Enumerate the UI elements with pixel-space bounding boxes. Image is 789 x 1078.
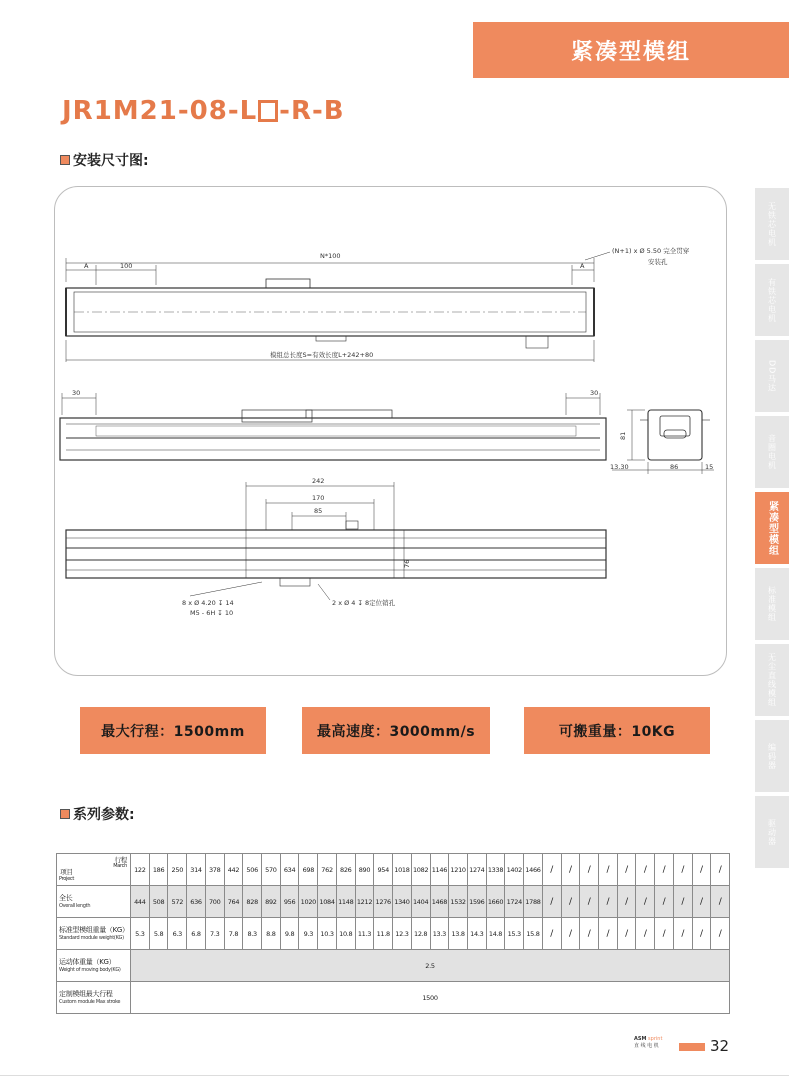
module-weight-cell: 9.8 [280, 918, 299, 950]
stroke-cell: / [598, 854, 617, 886]
stroke-cell: 762 [318, 854, 337, 886]
overall-length-cell: 444 [131, 886, 150, 918]
module-weight-cell: 12.3 [393, 918, 412, 950]
custom-value: 1500 [131, 982, 730, 1014]
stroke-cell: / [617, 854, 636, 886]
side-tab-6[interactable]: 无尘直线模组 [755, 644, 789, 716]
module-weight-cell: / [711, 918, 730, 950]
module-weight-cell: / [598, 918, 617, 950]
module-weight-cell: / [542, 918, 561, 950]
moving-label-en: Weight of moving body(KG) [59, 966, 121, 973]
table-row-custom [57, 982, 730, 1014]
side-tab-8[interactable]: 驱动器 [755, 796, 789, 868]
overall-length-cell: / [580, 886, 599, 918]
stroke-cell: 122 [131, 854, 150, 886]
module-weight-cell: 8.8 [262, 918, 281, 950]
side-nav-tabs [755, 188, 789, 872]
moving-label [57, 950, 131, 982]
overall-length-cell: / [711, 886, 730, 918]
stroke-cell: 1402 [505, 854, 524, 886]
overall-length-cell: 700 [205, 886, 224, 918]
table-corner-cell [57, 854, 131, 886]
module-weight-cell: / [617, 918, 636, 950]
module-weight-cell: / [561, 918, 580, 950]
bottom-85-dim: 85 [314, 507, 323, 515]
stroke-cell: 1146 [430, 854, 449, 886]
module-weight-cell: 6.3 [168, 918, 187, 950]
end-right-dim: 15 [705, 463, 714, 471]
stroke-cell: / [655, 854, 674, 886]
stroke-cell: / [692, 854, 711, 886]
stroke-cell: 378 [205, 854, 224, 886]
stroke-cell: 826 [336, 854, 355, 886]
stroke-cell: 314 [187, 854, 206, 886]
overall-length-cell: 1148 [336, 886, 355, 918]
module-weight-cell: 13.8 [449, 918, 468, 950]
top-hole-note-2: 安装孔 [648, 258, 668, 266]
corner-stroke-label [113, 857, 127, 870]
module-weight-cell: 14.8 [486, 918, 505, 950]
stroke-cell: 250 [168, 854, 187, 886]
overall-length-cell: / [692, 886, 711, 918]
stroke-cell: 570 [262, 854, 281, 886]
overall-length-cell: 892 [262, 886, 281, 918]
bullet-square-icon [60, 809, 70, 819]
footer-accent-bar [679, 1043, 705, 1051]
custom-label-cn: 定制模组最大行程 [59, 990, 113, 999]
side-tab-2[interactable]: DD马达 [755, 340, 789, 412]
corner-project-en: Project [59, 875, 75, 882]
overall-length-cell: / [673, 886, 692, 918]
module-weight-cell: 10.8 [336, 918, 355, 950]
overall-length-cell: 1596 [467, 886, 486, 918]
stroke-cell: / [711, 854, 730, 886]
stroke-cell: 1466 [524, 854, 543, 886]
overall-length-cell: 1788 [524, 886, 543, 918]
module-weight-cell: 11.8 [374, 918, 393, 950]
stroke-cell: 954 [374, 854, 393, 886]
overall-length-cell: / [655, 886, 674, 918]
bottom-note-1b: M5 - 6H ↧ 10 [190, 609, 234, 617]
bottom-note-2: 2 x Ø 4 ↧ 8定位销孔 [332, 599, 396, 607]
side-right-dim: 30 [590, 389, 599, 397]
page-number: 32 [710, 1037, 730, 1055]
weight-label [57, 918, 131, 950]
model-prefix: JR1M21-08-L [62, 96, 258, 126]
module-weight-cell: 15.8 [524, 918, 543, 950]
top-a-right-dim: A [580, 262, 585, 270]
overall-length-cell: / [617, 886, 636, 918]
custom-label [57, 982, 131, 1014]
model-suffix: -R-B [279, 96, 345, 126]
brand-logo-text: ASM [634, 1036, 647, 1042]
weight-label-en: Standard module weight(KG) [59, 934, 124, 941]
module-weight-cell: 6.8 [187, 918, 206, 950]
bottom-76-dim: 76 [403, 559, 411, 568]
module-weight-cell: 10.3 [318, 918, 337, 950]
table-row-moving [57, 950, 730, 982]
overall-length-cell: / [636, 886, 655, 918]
corner-stroke-en: March [113, 863, 127, 870]
overall-length-cell: / [561, 886, 580, 918]
module-weight-cell: 7.8 [224, 918, 243, 950]
module-weight-cell: 15.3 [505, 918, 524, 950]
module-weight-cell: 8.3 [243, 918, 262, 950]
weight-label-cn: 标准型模组重量（KG） [59, 926, 129, 935]
stroke-cell: 634 [280, 854, 299, 886]
overall-label [57, 886, 131, 918]
top-length-note: 模组总长度S=有效长度L+242+80 [270, 351, 374, 359]
stroke-cell: 698 [299, 854, 318, 886]
series-params-table [56, 853, 730, 1014]
stroke-cell: / [673, 854, 692, 886]
module-weight-cell: / [580, 918, 599, 950]
module-weight-cell: 13.3 [430, 918, 449, 950]
module-weight-cell: 14.3 [467, 918, 486, 950]
custom-label-en: Custom module Max stroke [59, 998, 121, 1005]
side-tab-1[interactable]: 有铁芯电机 [755, 264, 789, 336]
dimensions-heading-text: 安装尺寸图: [73, 153, 149, 169]
module-weight-cell: / [655, 918, 674, 950]
moving-value: 2.5 [131, 950, 730, 982]
stroke-cell: 1082 [411, 854, 430, 886]
brand-logo-sprint: sprint [648, 1036, 663, 1042]
stroke-cell: 442 [224, 854, 243, 886]
spec-max-speed: 最高速度：3000mm/s [302, 707, 490, 754]
overall-length-cell: 1468 [430, 886, 449, 918]
corner-stroke-cn: 行程 [114, 856, 127, 864]
overall-length-cell: 1276 [374, 886, 393, 918]
overall-label-en: Overall length [59, 902, 91, 909]
stroke-cell: / [542, 854, 561, 886]
side-tab-7[interactable]: 编码器 [755, 720, 789, 792]
top-hole-note-1: (N+1) x Ø 5.50 完全贯穿 [612, 247, 690, 255]
overall-length-cell: 508 [149, 886, 168, 918]
table-row-overall [57, 886, 730, 918]
top-total-dim: N*100 [320, 252, 341, 260]
top-pitch-dim: 100 [120, 262, 133, 270]
overall-length-cell: 1724 [505, 886, 524, 918]
overall-length-cell: 1660 [486, 886, 505, 918]
stroke-cell: 1338 [486, 854, 505, 886]
overall-length-cell: 636 [187, 886, 206, 918]
module-weight-cell: 7.3 [205, 918, 224, 950]
table-row-strokes [57, 854, 730, 886]
module-weight-cell: 5.8 [149, 918, 168, 950]
module-weight-cell: 12.8 [411, 918, 430, 950]
overall-length-cell: 1020 [299, 886, 318, 918]
side-tab-0[interactable]: 无铁芯电机 [755, 188, 789, 260]
stroke-cell: 506 [243, 854, 262, 886]
bottom-note-1a: 8 x Ø 4.20 ↧ 14 [182, 599, 234, 607]
overall-label-cn: 全长 [59, 894, 73, 903]
overall-length-cell: 1404 [411, 886, 430, 918]
table-row-weight [57, 918, 730, 950]
corner-project-label [59, 869, 74, 882]
overall-length-cell: 1532 [449, 886, 468, 918]
module-weight-cell: / [692, 918, 711, 950]
end-height-dim: 81 [619, 431, 627, 440]
bottom-242-dim: 242 [312, 477, 325, 485]
module-weight-cell: 9.3 [299, 918, 318, 950]
brand-logo-subtitle: 直 线 电 机 [634, 1042, 659, 1049]
overall-length-cell: 956 [280, 886, 299, 918]
category-banner: 紧凑型模组 [473, 22, 789, 78]
stroke-cell: 890 [355, 854, 374, 886]
end-left-dim: 13.30 [610, 463, 629, 471]
bottom-170-dim: 170 [312, 494, 325, 502]
params-heading-text: 系列参数: [73, 807, 135, 823]
params-heading [60, 804, 135, 824]
spec-payload: 可搬重量：10KG [524, 707, 710, 754]
overall-length-cell: / [542, 886, 561, 918]
stroke-cell: / [561, 854, 580, 886]
top-a-left-dim: A [84, 262, 89, 270]
side-tab-4[interactable]: 紧凑型模组 [755, 492, 789, 564]
overall-length-cell: 1340 [393, 886, 412, 918]
stroke-cell: 1210 [449, 854, 468, 886]
stroke-cell: / [580, 854, 599, 886]
side-tab-5[interactable]: 标准模组 [755, 568, 789, 640]
stroke-cell: 1018 [393, 854, 412, 886]
spec-max-stroke: 最大行程：1500mm [80, 707, 266, 754]
side-left-dim: 30 [72, 389, 81, 397]
overall-length-cell: 764 [224, 886, 243, 918]
end-width-dim: 86 [670, 463, 679, 471]
overall-length-cell: / [598, 886, 617, 918]
side-tab-3[interactable]: 音圈电机 [755, 416, 789, 488]
overall-length-cell: 572 [168, 886, 187, 918]
module-weight-cell: / [636, 918, 655, 950]
stroke-cell: 1274 [467, 854, 486, 886]
overall-length-cell: 1212 [355, 886, 374, 918]
footer-divider [0, 1075, 789, 1076]
module-weight-cell: / [673, 918, 692, 950]
module-weight-cell: 5.3 [131, 918, 150, 950]
stroke-cell: 186 [149, 854, 168, 886]
module-weight-cell: 11.3 [355, 918, 374, 950]
moving-label-cn: 运动体重量（KG） [59, 958, 116, 967]
corner-project-cn: 项目 [60, 868, 73, 877]
overall-length-cell: 828 [243, 886, 262, 918]
stroke-cell: / [636, 854, 655, 886]
overall-length-cell: 1084 [318, 886, 337, 918]
brand-logo [634, 1036, 662, 1049]
